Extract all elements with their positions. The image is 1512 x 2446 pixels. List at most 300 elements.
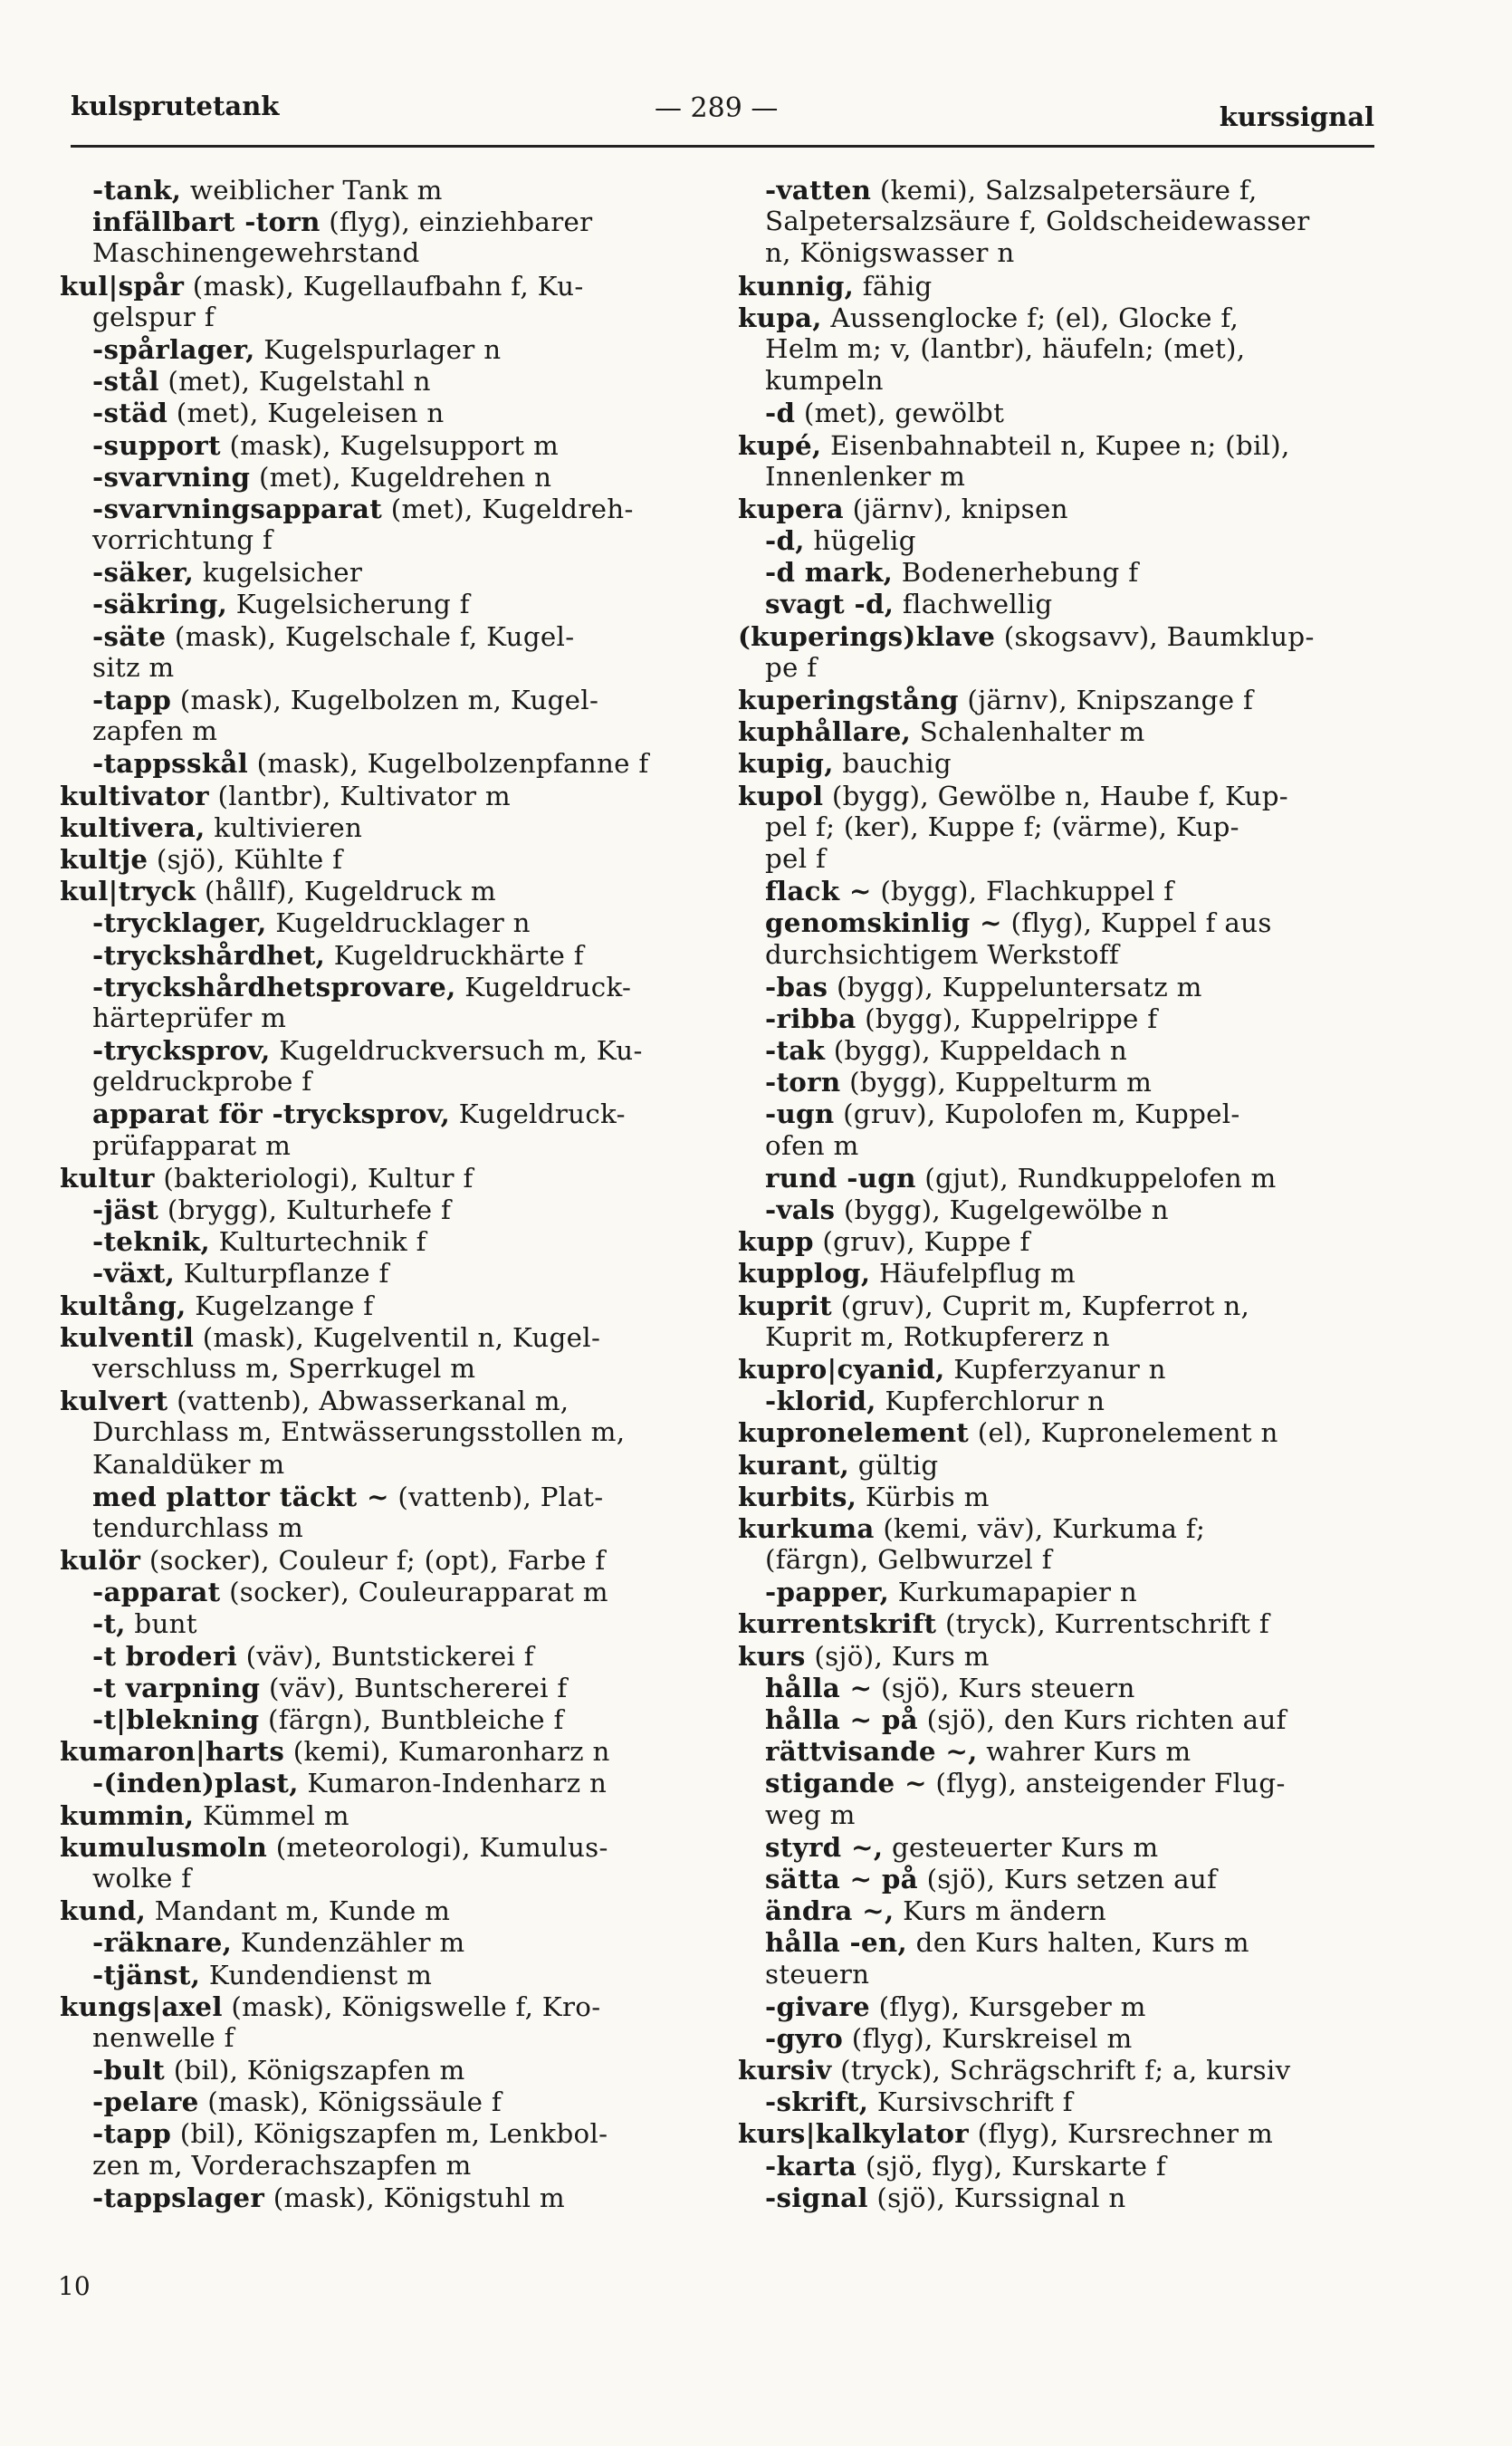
- entry-headword: -ugn: [765, 1098, 835, 1130]
- entry-headword: -pelare: [92, 2086, 199, 2118]
- entry-line: [738, 684, 1381, 715]
- entry-headword: -(inden)plast,: [92, 1767, 299, 1799]
- entry-line: [738, 237, 1381, 269]
- entry-line: [60, 875, 698, 906]
- entry-text: (gjut), Rundkuppelofen m: [915, 1162, 1277, 1194]
- entry-line: [60, 1672, 698, 1703]
- entry-line: [60, 237, 698, 269]
- entry-line: [738, 493, 1381, 524]
- entry-line: [738, 556, 1381, 588]
- entry-text: (mask), Kugelbolzen m, Kugel-: [171, 685, 599, 715]
- entry-line: [738, 524, 1381, 556]
- entry-headword: stigande ~: [765, 1767, 927, 1799]
- entry-text: (bygg), Kuppeldach n: [825, 1035, 1128, 1067]
- entry-line: [60, 1640, 698, 1672]
- entry-text: (bil), Königszapfen m: [165, 2055, 465, 2086]
- entry-headword: -tappsskål: [92, 747, 249, 780]
- entry-text: Häufelpflug m: [870, 1258, 1076, 1290]
- entry-text: den Kurs halten, Kurs m: [907, 1927, 1249, 1959]
- entry-text: Kupferchlorur n: [876, 1386, 1105, 1417]
- entry-line: [738, 588, 1381, 619]
- entry-text: (brygg), Kulturhefe f: [158, 1194, 452, 1225]
- entry-line: [738, 1002, 1381, 1034]
- entry-headword: -tjänst,: [92, 1958, 201, 1990]
- entry-text: Mandant m, Kunde m: [146, 1895, 451, 1927]
- entry-line: [738, 1735, 1381, 1767]
- entry-headword: -tryckshårdhet,: [92, 938, 326, 971]
- entry-line: [738, 1449, 1381, 1481]
- entry-text: (sjö, flyg), Kurskarte f: [856, 2150, 1167, 2182]
- entry-text: gelspur f: [92, 301, 215, 332]
- entry-line: [738, 1098, 1381, 1129]
- entry-line: [738, 365, 1381, 397]
- entry-line: [60, 365, 698, 397]
- entry-line: [60, 1130, 698, 1162]
- entry-text: (sjö), den Kurs richten auf: [917, 1704, 1287, 1735]
- entry-line: [738, 397, 1381, 428]
- header-rule: [71, 145, 1374, 148]
- entry-line: [60, 620, 698, 652]
- entry-headword: -tapp: [92, 684, 172, 715]
- entry-headword: -teknik,: [92, 1225, 210, 1258]
- entry-headword: -säker,: [92, 556, 195, 589]
- entry-text: Aussenglocke f; (el), Glocke f,: [821, 302, 1239, 333]
- entry-text: Kanaldüker m: [92, 1448, 285, 1480]
- entry-line: [60, 1034, 698, 1066]
- entry-text: (bil), Königszapfen m, Lenkbol-: [171, 2118, 608, 2150]
- entry-line: [60, 780, 698, 811]
- entry-headword: -torn: [765, 1066, 841, 1098]
- entry-line: [738, 1130, 1381, 1162]
- entry-line: [738, 2150, 1381, 2182]
- entry-text: (gruv), Kupolofen m, Kuppel-: [834, 1098, 1240, 1130]
- entry-line: [60, 461, 698, 493]
- entry-text: zen m, Vorderachszapfen m: [92, 2149, 472, 2181]
- entry-headword: -t broderi: [92, 1639, 238, 1672]
- entry-line: [738, 2182, 1381, 2213]
- entry-text: (mask), Kugelventil n, Kugel-: [194, 1321, 601, 1353]
- entry-text: (sjö), Kurs m: [805, 1640, 990, 1672]
- entry-text: (tryck), Schrägschrift f; a, kursiv: [831, 2055, 1291, 2086]
- entry-headword: -givare: [765, 1990, 870, 2022]
- entry-line: [738, 206, 1381, 237]
- entry-line: [60, 1512, 698, 1544]
- entry-headword: kurant,: [738, 1448, 850, 1481]
- entry-headword: -tappslager: [92, 2181, 265, 2213]
- entry-line: [738, 811, 1381, 843]
- entry-text: (mask), Königstuhl m: [264, 2182, 565, 2213]
- entry-line: [738, 1225, 1381, 1257]
- entry-headword: -klorid,: [765, 1385, 876, 1417]
- entry-line: [738, 1926, 1381, 1958]
- entry-headword: kuprit: [738, 1289, 832, 1321]
- entry-headword: -tapp: [92, 2117, 172, 2150]
- entry-text: flachwellig: [894, 589, 1053, 620]
- entry-text: kultivieren: [205, 811, 363, 843]
- entry-text: (flyg), einziehbarer: [320, 206, 593, 238]
- entry-text: hügelig: [804, 525, 916, 557]
- entry-text: Kumaron-Indenharz n: [298, 1768, 608, 1799]
- entry-text: Kursivschrift f: [868, 2086, 1073, 2118]
- entry-text: Kuprit m, Rotkupfererz n: [765, 1320, 1110, 1352]
- entry-headword: kumulusmoln: [60, 1830, 268, 1863]
- entry-headword: kupol: [738, 779, 824, 811]
- entry-headword: (kuperings)klave: [738, 619, 996, 652]
- entry-text: pel f; (ker), Kuppe f; (värme), Kup-: [765, 811, 1239, 842]
- entry-text: Durchlass m, Entwässerungsstollen m,: [92, 1416, 626, 1448]
- entry-text: geldruckprobe f: [92, 1066, 312, 1098]
- entry-text: (met), Kugeleisen n: [167, 398, 445, 429]
- entry-headword: rund -ugn: [765, 1161, 916, 1194]
- entry-text: Kugeldruck-: [455, 971, 632, 1002]
- entry-headword: kupro|cyanid,: [738, 1352, 945, 1385]
- entry-headword: kupig,: [738, 747, 834, 780]
- entry-headword: infällbart -torn: [92, 206, 321, 238]
- entry-line: [738, 1481, 1381, 1512]
- entry-line: [738, 1162, 1381, 1194]
- entry-line: [738, 1290, 1381, 1321]
- entry-text: (sjö), Kurssignal n: [867, 2182, 1126, 2213]
- entry-line: [60, 1990, 698, 2022]
- entry-line: [60, 1353, 698, 1385]
- entry-line: [738, 780, 1381, 811]
- entry-line: [60, 971, 698, 1002]
- entry-line: [60, 1321, 698, 1353]
- entry-line: [738, 971, 1381, 1002]
- entry-line: [60, 939, 698, 971]
- entry-line: [738, 1894, 1381, 1926]
- entry-text: (vattenb), Plat-: [388, 1481, 604, 1512]
- entry-text: (mask), Kugelschale f, Kugel-: [166, 620, 575, 652]
- entry-line: [738, 1863, 1381, 1894]
- entry-text: sitz m: [92, 651, 175, 683]
- entry-text: tendurchlass m: [92, 1511, 304, 1543]
- entry-headword: kuperingstång: [738, 684, 959, 715]
- entry-text: kugelsicher: [194, 557, 363, 589]
- entry-headword: -vals: [765, 1194, 836, 1225]
- page-header: [71, 91, 1374, 136]
- entry-text: Salpetersalzsäure f, Goldscheidewasser: [765, 206, 1310, 237]
- entry-headword: kultivator: [60, 779, 209, 811]
- entry-headword: -t|blekning: [92, 1703, 260, 1735]
- entry-headword: sätta ~ på: [765, 1862, 918, 1894]
- entry-headword: flack ~: [765, 875, 872, 907]
- entry-text: bauchig: [833, 748, 952, 780]
- entry-text: Kurkumapapier n: [889, 1577, 1138, 1608]
- entry-text: vorrichtung f: [92, 524, 273, 556]
- entry-text: Kulturpflanze f: [175, 1258, 389, 1290]
- entry-text: Kugeldruckversuch m, Ku-: [270, 1035, 643, 1067]
- entry-headword: kultur: [60, 1161, 155, 1194]
- entry-text: n, Königswasser n: [765, 237, 1015, 269]
- entry-line: [738, 1831, 1381, 1863]
- entry-line: [60, 2054, 698, 2086]
- entry-text: Eisenbahnabteil n, Kupee n; (bil),: [821, 429, 1290, 461]
- entry-text: gesteuerter Kurs m: [883, 1831, 1159, 1863]
- right-column: [738, 174, 1381, 2213]
- entry-line: [60, 1066, 698, 1098]
- entry-text: (mask), Kugellaufbahn f, Ku-: [184, 270, 584, 302]
- entry-text: (bygg), Kuppeluntersatz m: [828, 971, 1202, 1002]
- entry-line: [738, 1385, 1381, 1416]
- entry-line: [60, 588, 698, 619]
- entry-text: (met), Kugelstahl n: [158, 366, 431, 398]
- entry-text: Kugelsicherung f: [227, 589, 470, 620]
- entry-text: (hållf), Kugeldruck m: [196, 876, 496, 907]
- entry-text: steuern: [765, 1958, 870, 1990]
- entry-line: [738, 270, 1381, 302]
- entry-line: [60, 1481, 698, 1512]
- entry-line: [60, 2150, 698, 2182]
- entry-headword: -tank,: [92, 174, 182, 206]
- entry-headword: -papper,: [765, 1576, 890, 1608]
- entry-text: (el), Kupronelement n: [969, 1417, 1278, 1449]
- entry-text: wolke f: [92, 1862, 192, 1894]
- entry-text: Helm m; v, (lantbr), häufeln; (met),: [765, 332, 1246, 364]
- entry-headword: kungs|axel: [60, 1990, 223, 2022]
- entry-line: [60, 1257, 698, 1289]
- entry-text: (färgn), Gelbwurzel f: [765, 1544, 1052, 1576]
- entry-line: [60, 843, 698, 875]
- entry-headword: kursiv: [738, 2054, 832, 2086]
- entry-headword: -t,: [92, 1607, 126, 1640]
- entry-text: Kugelzange f: [186, 1290, 374, 1321]
- entry-line: [60, 1194, 698, 1225]
- entry-line: [738, 1353, 1381, 1385]
- entry-line: [60, 1002, 698, 1034]
- entry-headword: kurbits,: [738, 1480, 857, 1512]
- entry-headword: -t varpning: [92, 1671, 261, 1703]
- entry-text: (kemi), Salzsalpetersäure f,: [871, 175, 1258, 206]
- entry-line: [60, 906, 698, 938]
- entry-headword: med plattor täckt ~: [92, 1480, 389, 1512]
- entry-headword: -bas: [765, 970, 828, 1002]
- entry-line: [738, 1576, 1381, 1607]
- entry-headword: apparat för -trycksprov,: [92, 1098, 451, 1130]
- entry-headword: -d,: [765, 524, 805, 557]
- entry-text: Maschinengewehrstand: [92, 237, 420, 269]
- entry-headword: -stål: [92, 365, 159, 398]
- entry-text: pel f: [765, 842, 827, 874]
- entry-text: Kulturtechnik f: [209, 1226, 426, 1258]
- entry-headword: kund,: [60, 1894, 147, 1927]
- entry-line: [60, 1607, 698, 1639]
- entry-headword: kupé,: [738, 428, 822, 461]
- entry-line: [60, 2022, 698, 2054]
- entry-text: Kugeldruck-: [450, 1098, 626, 1130]
- signature-mark: 10: [58, 2271, 91, 2301]
- entry-headword: kulvert: [60, 1385, 168, 1417]
- entry-text: Kurs m ändern: [894, 1895, 1106, 1927]
- entry-text: (lantbr), Kultivator m: [208, 780, 511, 811]
- entry-headword: -säte: [92, 619, 167, 652]
- entry-text: (järnv), Knipszange f: [958, 685, 1254, 715]
- entry-text: Kümmel m: [194, 1799, 349, 1831]
- entry-text: (bygg), Gewölbe n, Haube f, Kup-: [823, 780, 1288, 811]
- entry-line: [738, 1640, 1381, 1672]
- entry-line: [60, 397, 698, 428]
- entry-line: [738, 302, 1381, 333]
- entry-line: [60, 1576, 698, 1607]
- entry-headword: kulör: [60, 1544, 141, 1577]
- entry-text: (bakteriologi), Kultur f: [154, 1162, 474, 1194]
- entry-headword: -karta: [765, 2149, 857, 2182]
- entry-line: [738, 1416, 1381, 1448]
- entry-headword: kul|tryck: [60, 875, 196, 907]
- entry-line: [738, 1607, 1381, 1639]
- entry-text: (bygg), Flachkuppel f: [871, 876, 1174, 907]
- entry-line: [60, 1894, 698, 1926]
- entry-headword: -jäst: [92, 1194, 159, 1225]
- entry-headword: -svarvning: [92, 460, 251, 493]
- entry-headword: kupera: [738, 492, 844, 524]
- entry-text: Kugelspurlager n: [254, 333, 502, 365]
- entry-headword: -gyro: [765, 2021, 844, 2054]
- entry-headword: styrd ~,: [765, 1830, 884, 1863]
- entry-line: [738, 1066, 1381, 1098]
- entry-text: nenwelle f: [92, 2021, 234, 2053]
- entry-headword: -tak: [765, 1034, 826, 1067]
- entry-line: [738, 843, 1381, 875]
- entry-line: [60, 1544, 698, 1576]
- entry-text: (socker), Couleur f; (opt), Farbe f: [140, 1545, 606, 1577]
- entry-line: [738, 1257, 1381, 1289]
- entry-line: [738, 2086, 1381, 2117]
- entry-text: (mask), Kugelsupport m: [220, 429, 560, 461]
- entry-headword: kupp: [738, 1225, 814, 1258]
- entry-text: (bygg), Kugelgewölbe n: [835, 1194, 1169, 1225]
- entry-text: bunt: [125, 1608, 197, 1640]
- entry-line: [738, 2022, 1381, 2054]
- entry-headword: -bult: [92, 2054, 166, 2086]
- entry-headword: kurs|kalkylator: [738, 2117, 970, 2150]
- entry-text: (flyg), Kursrechner m: [969, 2118, 1274, 2150]
- entry-text: (flyg), Kuppel f aus: [1001, 907, 1272, 939]
- entry-line: [738, 333, 1381, 365]
- entry-text: fähig: [854, 270, 933, 302]
- entry-headword: genomskinlig ~: [765, 906, 1002, 939]
- entry-headword: kupplog,: [738, 1257, 871, 1290]
- entry-line: [60, 1385, 698, 1416]
- entry-line: [738, 174, 1381, 206]
- entry-line: [738, 1767, 1381, 1799]
- entry-text: (flyg), Kursgeber m: [869, 1990, 1146, 2022]
- entry-line: [60, 1290, 698, 1321]
- entry-headword: kupa,: [738, 301, 822, 333]
- entry-headword: hålla -en,: [765, 1926, 908, 1959]
- entry-text: (socker), Couleurapparat m: [220, 1577, 608, 1608]
- entry-line: [738, 1544, 1381, 1576]
- entry-line: [60, 1449, 698, 1481]
- entry-text: weg m: [765, 1799, 856, 1830]
- entry-text: (gruv), Kuppe f: [813, 1226, 1030, 1258]
- entry-line: [738, 461, 1381, 493]
- entry-line: [738, 1672, 1381, 1703]
- right-guide-word: kurssignal: [1219, 101, 1374, 132]
- entry-headword: kultje: [60, 842, 148, 875]
- entry-headword: -växt,: [92, 1257, 176, 1290]
- entry-headword: -trycksprov,: [92, 1034, 271, 1067]
- entry-text: (järnv), knipsen: [843, 493, 1068, 524]
- entry-line: [60, 715, 698, 747]
- entry-headword: kultivera,: [60, 811, 206, 843]
- entry-line: [738, 1512, 1381, 1544]
- entry-headword: kuphållare,: [738, 715, 912, 748]
- entry-line: [60, 1799, 698, 1831]
- entry-headword: kurkuma: [738, 1511, 875, 1544]
- entry-line: [738, 747, 1381, 779]
- entry-text: (meteorologi), Kumulus-: [267, 1831, 608, 1863]
- entry-text: durchsichtigem Werkstoff: [765, 938, 1120, 970]
- entry-text: (met), Kugeldrehen n: [250, 461, 552, 493]
- entry-text: ofen m: [765, 1129, 859, 1161]
- left-guide-word: kulsprutetank: [71, 91, 280, 121]
- entry-line: [60, 1225, 698, 1257]
- entry-text: (met), Kugeldreh-: [382, 493, 634, 524]
- entry-line: [738, 620, 1381, 652]
- entry-text: (flyg), ansteigender Flug-: [926, 1768, 1286, 1799]
- entry-line: [60, 747, 698, 779]
- entry-line: [60, 1162, 698, 1194]
- entry-line: [738, 1959, 1381, 1990]
- entry-line: [738, 2054, 1381, 2086]
- entry-headword: kupronelement: [738, 1416, 970, 1449]
- entry-text: (väv), Buntschererei f: [260, 1672, 568, 1703]
- entry-line: [60, 556, 698, 588]
- entry-headword: -vatten: [765, 174, 872, 206]
- entry-text: (kemi), Kumaronharz n: [284, 1736, 610, 1768]
- entry-text: Kürbis m: [856, 1481, 990, 1512]
- entry-text: Kundendienst m: [200, 1959, 433, 1990]
- entry-text: (mask), Kugelbolzenpfanne f: [248, 748, 649, 780]
- entry-line: [60, 1098, 698, 1129]
- entry-line: [738, 2117, 1381, 2149]
- entry-text: (sjö), Kühlte f: [148, 843, 343, 875]
- entry-line: [60, 174, 698, 206]
- entry-text: (bygg), Kuppelrippe f: [856, 1002, 1158, 1034]
- entry-text: kumpeln: [765, 365, 884, 397]
- entry-line: [738, 906, 1381, 938]
- entry-line: [60, 302, 698, 333]
- entry-text: (mask), Königssäule f: [198, 2086, 502, 2118]
- entry-headword: kummin,: [60, 1799, 195, 1831]
- entry-headword: kunnig,: [738, 269, 855, 302]
- entry-text: (mask), Königswelle f, Kro-: [222, 1990, 601, 2022]
- entry-text: (sjö), Kurs steuern: [872, 1672, 1135, 1703]
- entry-line: [738, 875, 1381, 906]
- entry-text: pe f: [765, 651, 818, 683]
- entry-headword: kurrentskrift: [738, 1607, 937, 1640]
- entry-text: (vattenb), Abwasserkanal m,: [167, 1386, 569, 1417]
- entry-headword: -säkring,: [92, 588, 228, 620]
- entry-text: Schalenhalter m: [911, 716, 1145, 748]
- entry-line: [738, 429, 1381, 461]
- entry-text: (skogsavv), Baumklup-: [995, 620, 1315, 652]
- entry-line: [60, 1703, 698, 1735]
- entry-line: [60, 811, 698, 843]
- entry-text: weiblicher Tank m: [181, 175, 443, 206]
- entry-line: [60, 684, 698, 715]
- entry-headword: hålla ~ på: [765, 1703, 918, 1735]
- entry-headword: -spårlager,: [92, 332, 255, 365]
- entry-text: gültig: [849, 1449, 939, 1481]
- entry-headword: -d: [765, 397, 796, 429]
- entry-line: [738, 715, 1381, 747]
- entry-line: [60, 1863, 698, 1894]
- entry-line: [60, 524, 698, 556]
- entry-headword: -svarvningsapparat: [92, 492, 383, 524]
- entry-line: [60, 1831, 698, 1863]
